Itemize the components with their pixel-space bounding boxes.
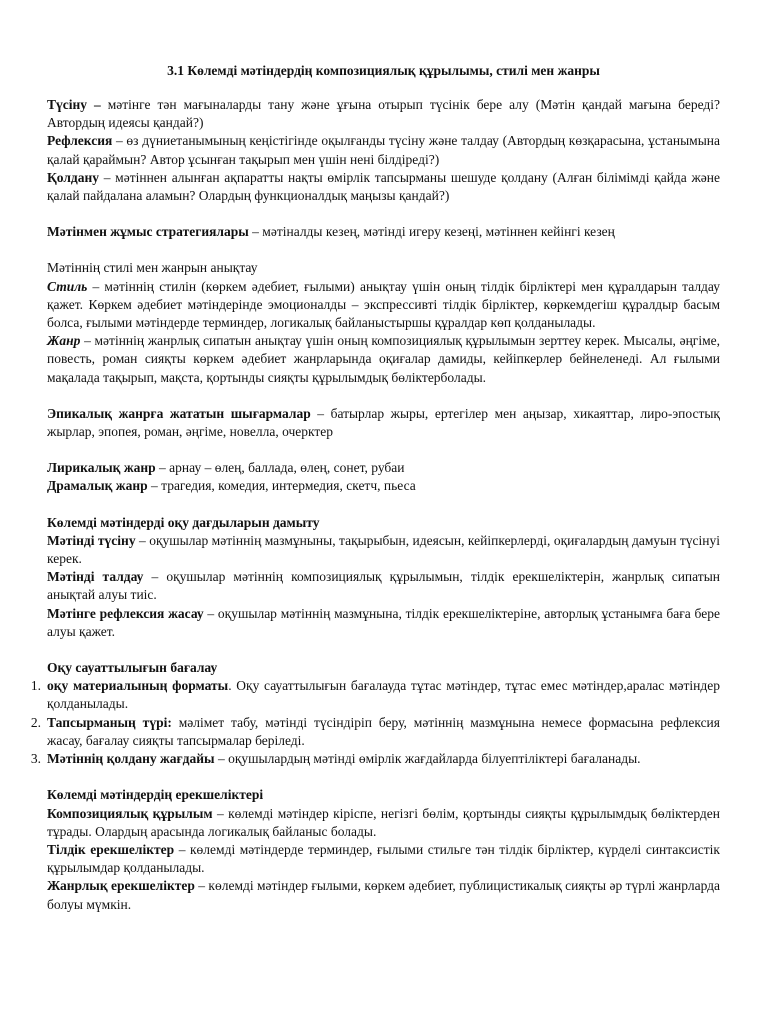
definition: – көлемді мәтіндерде терминдер, ғылыми стильге тән тілдік бірліктер, күрделі синтаксистік құрылымдар қолданылады. (47, 841, 720, 876)
term: Жанрлық ерекшеліктер (47, 878, 195, 894)
definition: – трагедия, комедия, интермедия, скетч, пьеса (147, 478, 416, 494)
definition: – арнау – өлең, баллада, өлең, сонет, рубаи (155, 460, 405, 476)
section-heading: Көлемді мәтіндерді оқу дағдыларын дамыту (47, 514, 320, 530)
list-number: 2. (30, 714, 41, 730)
list-item (47, 532, 720, 568)
definition: – өз дүниетанымының кеңістігінде оқылғанды түсіну және талдау (Автордың көзқарасына, ұстанымына қалай қараймын? Автор ұсынған тақырып мен үшін нені білдіреді?) (47, 133, 720, 167)
term: оқу материалының форматы (47, 678, 229, 694)
list-item (47, 805, 720, 841)
list-item (47, 605, 720, 641)
term: Стиль (47, 278, 88, 294)
numbered-list (30, 677, 721, 768)
definition: – батырлар жыры, ертегілер мен аңызар, хикаяттар, лиро-эпостық жырлар, эпопея, роман, әңгіме, новелла, очерктер (47, 405, 720, 440)
term: Мәтінмен жұмыс стратегиялары (47, 224, 249, 240)
term: Қолдану (47, 169, 100, 185)
definition: мәлімет табу, мәтінді түсіндіріп беру, мәтіннің мазмұнына немесе формасына рефлексия жасау, бағалау сияқты тапсырмалар беріледі. (47, 714, 720, 748)
term: Эпикалық жанрға жататын шығармалар (47, 405, 311, 421)
section-heading: Көлемді мәтіндердің ерекшеліктері (47, 787, 264, 803)
term: Тілдік ерекшеліктер (47, 841, 175, 857)
definition: – мәтіналды кезең, мәтінді игеру кезеңі, мәтіннен кейінгі кезең (248, 224, 615, 240)
list-item (30, 677, 721, 713)
genre-paragraph (47, 332, 720, 387)
intro-section (47, 96, 720, 205)
term: Жанр (47, 333, 81, 349)
list-item (30, 750, 720, 768)
strategies-paragraph (47, 223, 720, 241)
term: Мәтінге рефлексия жасау (47, 605, 204, 621)
term: Рефлексия (47, 133, 113, 149)
definition: – мәтіннің жанрлық сипатын анықтау үшін оның композициялық құрылымын зерттеу керек. Мысалы, әңгіме, повесть, роман сияқты көркем әдебиет жанрларында оқиғалар дамиды, кейіпкерлер бейнеленеді. Ал ғылыми мақалада тақырып, мақста, қортынды сияқты құрылымдық бөліктерболады. (47, 333, 720, 385)
definition: – оқушылардың мәтінді өмірлік жағдайларда білуептіліктері бағаланады. (214, 751, 641, 767)
definition: – көлемді мәтіндер кіріспе, негізгі бөлім, қортынды сияқты құрылымдық бөліктерден тұрады. Олардың арасында логикалық байланыс болады. (47, 805, 720, 839)
term: Мәтіннің қолдану жағдайы (47, 751, 215, 767)
term: Композициялық құрылым (47, 805, 213, 821)
definition: – оқушылар мәтіннің мазмұнына, тілдік ерекшеліктеріне, авторлық ұстанымға баға бере алуы қажет. (47, 605, 720, 639)
term: Тапсырманың түрі: (47, 714, 172, 730)
list-number: 3. (30, 751, 41, 767)
intro-paragraph (47, 96, 720, 132)
style-genre-section (47, 259, 720, 386)
definition: мәтінге тән мағыналарды тану және ұғына отырып түсінік бере алу (Мәтін қандай мағына береді? Автордың идеясы қандай?) (47, 97, 721, 131)
term: Түсіну – (47, 97, 101, 112)
epic-paragraph (47, 405, 720, 441)
term: Лирикалық жанр (47, 460, 156, 476)
definition: – мәтіннің стилін (көркем әдебиет, ғылыми) анықтау үшін оның тілдік бірліктері мен құралдарын талдау қажет. Көркем әдебиет мәтіндерінде эмоционалды – экспрессивті тілдік бірліктер, көркемдегіш құралдыр басым болса, ғылыми мәтіндерде терминдер, логикалық байланыстыршы құралдар көп қолданылады. (47, 278, 720, 331)
drama-paragraph (47, 477, 720, 495)
list-item (47, 568, 720, 604)
definition: . Оқу сауаттылығын бағалауда тұтас мәтіндер, тұтас емес мәтіндер,аралас мәтіндер қолданылады. (47, 678, 721, 712)
definition: – оқушылар мәтіннің композициялық құрылымын, тілдік ерекшеліктерін, жанрлық сипатын анықтай алуы тиіс. (47, 569, 720, 603)
definition: – оқушылар мәтіннің мазмұныны, тақырыбын, идеясын, кейіпкерлерді, оқиғалардың дамуын түсінуі керек. (47, 532, 720, 567)
lyric-paragraph (47, 459, 720, 477)
list-item (30, 714, 720, 750)
list-number: 1. (30, 678, 41, 694)
document-title: 3.1 Көлемді мәтіндердің композициялық құрылымы, стилі мен жанры (167, 63, 600, 78)
list-item (47, 877, 720, 913)
term: Мәтінді талдау (47, 569, 144, 585)
section-heading: Оқу сауаттылығын бағалау (47, 660, 218, 676)
intro-paragraph (47, 132, 720, 168)
term: Драмалық жанр (47, 478, 148, 494)
definition: – көлемді мәтіндер ғылыми, көркем әдебиет, публицистикалық сияқты әр түрлі жанрларда болуы мүмкін. (47, 878, 720, 912)
style-paragraph (47, 278, 720, 333)
intro-paragraph (47, 169, 720, 205)
reading-skills-section (47, 514, 720, 641)
literacy-section (30, 659, 721, 768)
features-section (47, 786, 720, 913)
term: Мәтінді түсіну (47, 532, 136, 548)
definition: – мәтіннен алынған ақпаратты нақты өмірлік тапсырманы шешуде қолдану (Алған білімімді қайда және қалай пайдалана аламын? Олардың функционалдық маңызы қандай?) (47, 169, 720, 204)
section-heading: Мәтіннің стилі мен жанрын анықтау (47, 260, 258, 276)
list-item (47, 841, 720, 877)
